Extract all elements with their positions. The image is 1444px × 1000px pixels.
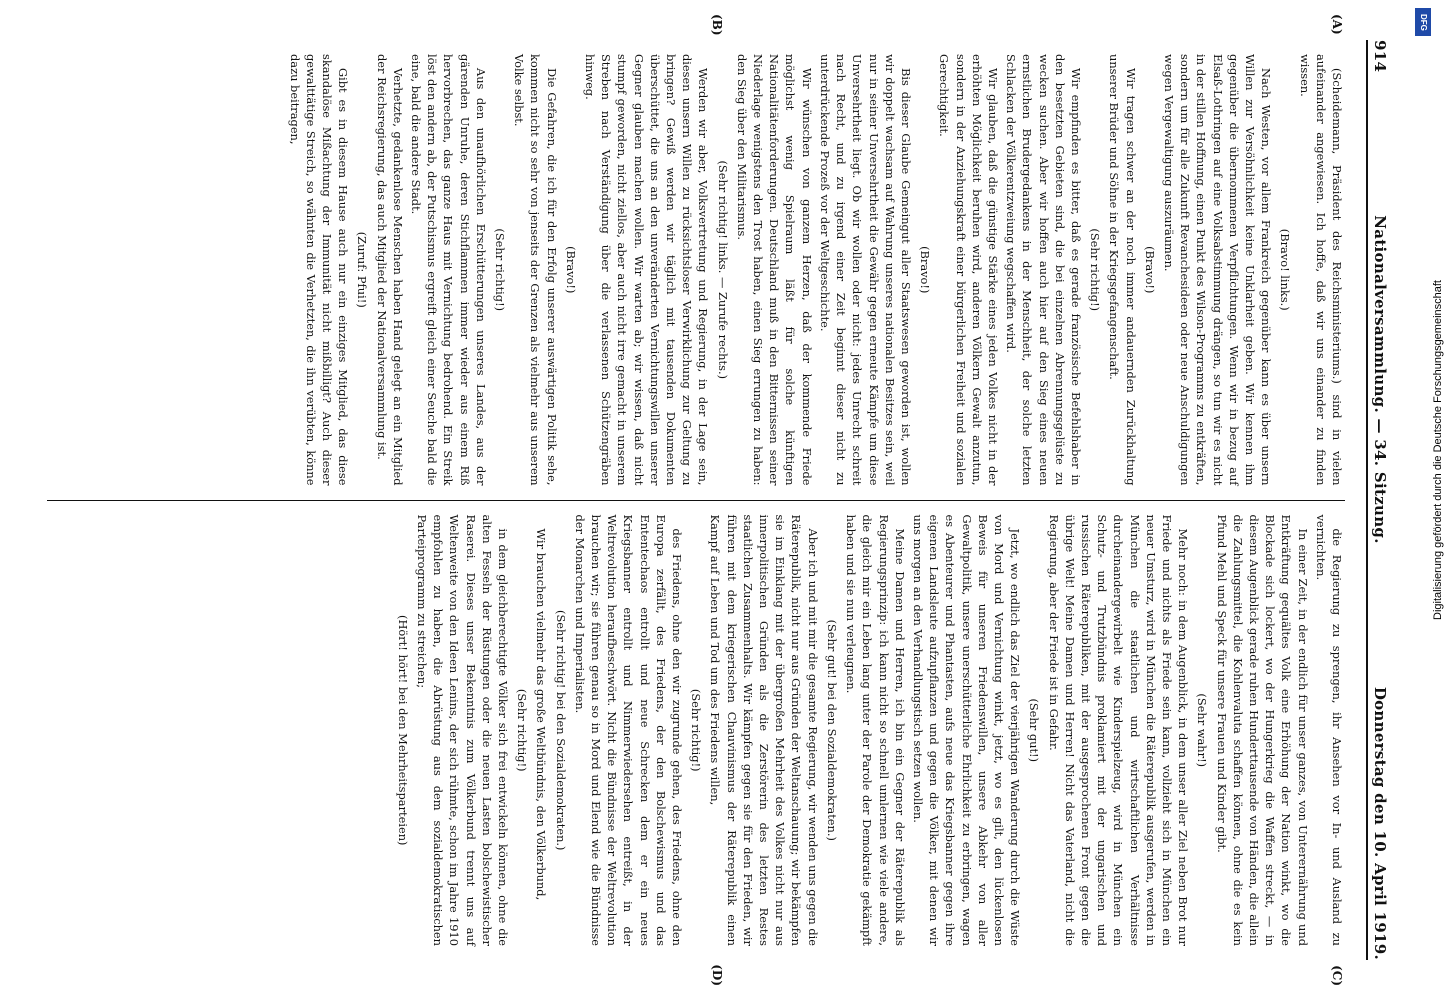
interjection: (Sehr richtig! links. — Zurufe rechts.) xyxy=(715,160,730,380)
paragraph: Wir tragen schwer an der noch immer andauernden Zurückhaltung unserer Brüder und Söhne in der Kriegsgefangenschaft. xyxy=(1107,54,1138,486)
paragraph: in dem gleichberechtigte Völker sich frei entwickeln können, ohne die alten Fesseln der Rüstungen oder die neuen Lasten bolschewistischer Raserei. Dieses unser Bekenntnis zum Völkerbund trennt uns auf Weltenweite von den Ideen Lenins, der sich rühmte, schon im Jahre 1910 empfohlen zu haben, die Abrüstung aus dem sozialdemokratischen Parteiprogramm zu streichen; xyxy=(415,514,511,946)
left-column xyxy=(47,14,1345,500)
paragraph: Gibt es in diesem Hause auch nur ein einziges Mitglied, das diese skandalöse Mißachtung der Immunität nicht mißbilligt? Auch dieser gewalttätige Streich, so wähnten die Verhetzten, die ihn verübten, könne dazu beitragen, xyxy=(287,54,351,486)
margin-marker-a: (A) xyxy=(1330,14,1344,35)
margin-marker-d: (D) xyxy=(710,964,724,986)
digitization-strip: DFG Digitalisierung gefördert durch die Deutsche Forschungsgemeinschaft xyxy=(1408,0,1434,1000)
paragraph: Aus den unaufhörlichen Erschütterungen unseres Landes, aus der gärenden Unruhe, deren Stichflammen immer wieder aus einem Riß hervorbrechen, das ganze Haus mit Vernichtung bedrohend. Ein Streik löst den andern ab, der Putschismus ergreift gleich einer Seuche bald die eine, bald die andere Stadt. xyxy=(409,54,488,486)
paragraph: Die Gefahren, die ich für den Erfolg unserer auswärtigen Politik sehe, kommen nicht so sehr von jenseits der Grenzen als vielmehr aus unserem Volke selbst. xyxy=(512,54,559,486)
paragraph: die Regierung zu sprengen, ihr Ansehen vor In- und Ausland zu vernichten. xyxy=(1313,514,1344,946)
right-column xyxy=(47,500,1345,986)
interjection: (Sehr richtig!) xyxy=(689,688,704,772)
paragraph: Wir wünschen von ganzem Herzen, daß der kommende Friede möglichst wenig Spielraum läßt für solche künftigen Nationalitätenforderungen. Deutschland muß in den Bitternissen seiner Niederlage wenigstens den Trost haben, einen Sieg errungen zu haben: den Sieg über den Militarismus. xyxy=(734,54,814,486)
running-head xyxy=(1366,40,1389,960)
page-number: 914 xyxy=(1371,40,1389,73)
paragraph: Nach Westen, vor allem Frankreich gegenüber kann es über unsern Willen zur Versöhnlichkeit keine Unklarheit geben. Wir kennen ihm gegenüber die übernommenen Verpflichtungen. Wenn wir in bezug auf Elsaß-Lothringen auf eine Volksabstimmung drängen, so tun wir es nicht in der stillen Hoffnung, einen Punkt des Wilson-Programms zu entkräften, sondern um für alle Zukunft Revanchesideen oder neue Anschuldigungen wegen Vergewaltigung auszuräumen. xyxy=(1161,54,1274,486)
interjection: (Sehr gut! bei den Sozialdemokraten.) xyxy=(824,619,839,841)
paragraph: Verhetzte, gedankenlose Menschen haben Hand gelegt an ein Mitglied der Reichsregierung, das auch Mitglied der Nationalversammlung ist. xyxy=(374,54,405,486)
interjection: (Sehr wahr!) xyxy=(1195,693,1210,768)
interjection: (Bravo!) xyxy=(563,246,578,294)
paragraph: Aber ich und mit mir die gesamte Regierung, wir wenden uns gegen die Räterepublik, nicht nur aus Gründen der Weltanschauung; wir bekämpfen sie im Einklang mit der übergroßen Mehrheit des Volkes nicht nur aus innerpolitischen Gründen als die Zerstörerin des letzten Restes staatlichen Zusammenhalts. Wir kämpfen gegen sie für den Frieden, wir führen mit dem kriegerischen Chauvinismus der Räterepublik einen Kampf auf Leben und Tod um des Friedens willen, xyxy=(708,514,820,946)
interjection: (Sehr richtig!) xyxy=(515,688,530,772)
header-title-left: Nationalversammlung. — 34. Sitzung. xyxy=(1371,215,1389,544)
margin-marker-c: (C) xyxy=(1330,965,1344,986)
interjection: (Sehr richtig!) xyxy=(493,228,508,312)
paragraph: Mehr noch: in dem Augenblick, in dem unser aller Ziel neben Brot nur Friede und nichts als Friede sein kann, vollzieht sich in München ein neuer Umsturz, wird in München die Räterepublik ausgerufen, werden in München die staatlichen und wirtschaftlichen Verhältnisse durcheinandergewirbelt wie Kinderspielzeug, wird in München ein Schutz- und Trutzbündnis proklamiert mit der ungarischen und russischen Räterepubliken, mit der ausgesprochenen Front gegen die übrige Welt! Meine Damen und Herren! Nicht das Vaterland, nicht die Regierung, aber der Friede ist in Gefahr. xyxy=(1046,514,1191,946)
interjection: (Bravo!) xyxy=(1142,246,1157,294)
paragraph: Werden wir aber, Volksvertretung und Regierung, in der Lage sein, diesen unsern Willen zu rücksichtsloser Verwirklichung zur Geltung zu bringen? Gewiß werden wir täglich mit tausenden Dokumenten überschüttet, die uns an den unveränderten Vernichtungswillen unserer Gegner glauben machen wollen. Wir warten ab; wir wissen, daß nicht stumpf geworden, nicht ziellos, aber auch nicht irre gemacht in unserem Streben nach Verständigung über die verlassenen Schützengräben hinweg. xyxy=(583,54,711,486)
margin-marker-b: (B) xyxy=(710,14,724,36)
scanned-page xyxy=(27,0,1407,1000)
paragraph: Wir empfinden es bitter, daß es gerade französische Befehlshaber in den besetzten Gebieten sind, die bei einzelnen Abrennungsgelüste zu wecken suchen. Aber wir hoffen auch hier auf den Sieg eines neuen ernstlichen Brudergedankens in der Menschheit, der solche letzten Schlacken der Völkerentzweiung wegschaffen wird. xyxy=(1004,54,1083,486)
header-title-right: Donnerstag den 10. April 1919. xyxy=(1371,686,1389,960)
paragraph: Meine Damen und Herren, ich bin ein Gegner der Räterepublik als Regierungsprinzip: ich kann nicht so schnell umlernen wie viele andere, die gleich mir ein Leben lang unter der Parole der Demokratie gekämpft haben und sie nun verleugnen. xyxy=(844,514,907,946)
paragraph: (Scheidemann, Präsident des Reichsministeriums.) sind in vielen aufeinander angewiesen. Ich hoffe, daß wir uns einander zu finden wissen. xyxy=(1297,54,1344,486)
interjection: (Bravo! links.) xyxy=(1278,228,1293,311)
text-columns xyxy=(47,14,1345,986)
paragraph: des Friedens, ohne den wir zugrunde gehen, des Friedens, ohne den Europa zerfällt, des Friedens, der den Bolschewismus und das Ententechaos entrollt und neue Schrecken dem er ein neues Kriegsbanner entrollt und Nimmerwiedersehen entreißt, in der Weltrevolution heraufbeschwört. Nicht die Bündnisse der Weltrevolution brauchen wir; sie führen genau so in Mord und Elend wie die Bündnisse der Monarchen und Imperialisten. xyxy=(572,514,685,946)
paragraph: Wir glauben, daß die günstige Stärke eines jeden Volkes nicht in der erhöhten Möglichkeit beruhen wird, anderen Völkern Gewalt anzutun, sondern in der Anziehungskraft einer bürgerlichen Freiheit und sozialen Gerechtigkeit. xyxy=(937,54,1000,486)
interjection: (Sehr gut!) xyxy=(1027,698,1042,763)
interjection: (Sehr richtig! bei den Sozialdemokraten.) xyxy=(553,610,568,851)
paragraph: Jetzt, wo endlich das Ziel der vierjährigen Wanderung durch die Wüste von Mord und Vernichtung winkt, jetzt, wo es gilt, den lückenlosen Beweis für unseren Friedenswillen, unsere Abkehr von aller Gewaltpolitik, unsere unerschütterliche Ehrlichkeit zu erbringen, wagen es Abenteurer und Phantasten, aufs neue das Kriegsbanner gegen ihre eigenen Landsleute aufzupflanzen und gegen die Völker, mit denen wir uns morgen an den Verhandlungstisch setzen wollen. xyxy=(910,514,1023,946)
paragraph: Bis dieser Glaube Gemeingut aller Staatswesen geworden ist, wollen wir doppelt wachsam auf Wahrung unseres nationalen Besitzes sein, weil nur in seiner Unversehrtheit die Gewähr gegen erneute Kämpfe um diese Unversehrtheit liegt. Ob wir wollen oder nicht: jedes Unrecht schreit nach Recht, und zu irgend einer Zeit beginnt dieser nicht zu unterdrückende Prozeß vor der Weltgeschichte. xyxy=(817,54,913,486)
dfg-logo: DFG xyxy=(1415,8,1431,36)
interjection: (Hört! hört! bei den Mehrheitsparteien) xyxy=(395,615,410,846)
paragraph: In einer Zeit, in der endlich für unser ganzes, von Unterernährung und Entkräftung gequältes Volk eine Erhöhung der Nation winkt, wo die Blockade sich lockert, wo der Hungerkrieg die Waffen streckt, — in diesem Augenblick gerade ruhen Hunderttausende von Händen, die allein die Zahlungsmittel, die Kohlenvaluta schaffen können, ohne die es kein Pfund Mehl und Speck für unsere Frauen und Kinder gibt. xyxy=(1214,514,1310,946)
interjection: (Sehr richtig!) xyxy=(1088,228,1103,312)
interjection: (Zuruf: Pfui!) xyxy=(355,231,370,308)
paragraph: Wir brauchen vielmehr das große Weltbündnis, den Völkerbund, xyxy=(534,528,549,901)
interjection: (Bravo!) xyxy=(918,246,933,294)
